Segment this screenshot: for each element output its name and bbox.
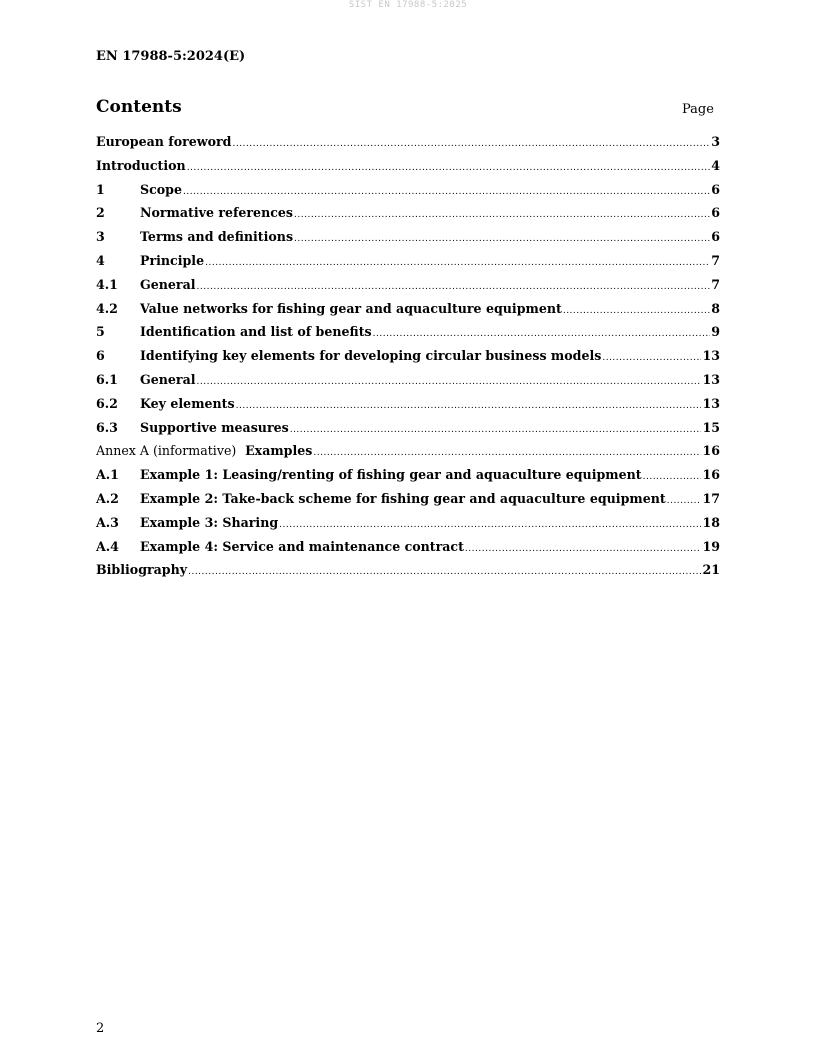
toc-dot-leader	[279, 520, 701, 530]
toc-entry-page: 17	[702, 490, 720, 506]
toc-entry-page: 21	[702, 562, 720, 578]
toc-dot-leader	[294, 210, 710, 220]
toc-entry-title: Value networks for fishing gear and aquaculture equipment	[140, 300, 562, 316]
watermark: SIST EN 17988-5:2025	[348, 0, 468, 10]
toc-entry[interactable]	[96, 396, 720, 420]
toc-entry[interactable]	[96, 467, 720, 491]
toc-entry-title: Example 4: Service and maintenance contract	[140, 538, 464, 554]
toc-entry-page: 6	[711, 229, 720, 245]
toc-entry[interactable]	[96, 277, 720, 301]
toc-entry-page: 9	[711, 324, 720, 340]
toc-dot-leader	[465, 544, 702, 554]
toc-entry[interactable]	[96, 134, 720, 158]
toc-entry-title: Identification and list of benefits	[140, 324, 372, 340]
toc-entry[interactable]	[96, 253, 720, 277]
toc-entry-title: Example 1: Leasing/renting of fishing gear and aquaculture equipment	[140, 467, 642, 483]
toc-entry-number: 3	[96, 229, 105, 245]
toc-entry-number: 1	[96, 181, 105, 197]
toc-entry-page: 6	[711, 181, 720, 197]
toc-dot-leader	[373, 329, 711, 339]
toc-entry-page: 3	[711, 134, 720, 149]
toc-entry-page: 19	[702, 538, 720, 554]
toc-entry[interactable]	[96, 491, 720, 515]
toc-entry-number: A.2	[96, 490, 119, 506]
toc-entry-page: 4	[711, 157, 720, 173]
toc-entry-title: Example 2: Take-back scheme for fishing gear and aquaculture equipment	[140, 490, 666, 506]
toc-entry[interactable]	[96, 324, 720, 348]
toc-entry-page: 18	[702, 514, 720, 530]
page-column-label: Page	[682, 102, 714, 117]
toc-dot-leader	[187, 163, 711, 173]
toc-dot-leader	[197, 377, 702, 387]
toc-entry-title: Normative references	[140, 205, 294, 221]
toc-entry-title: Bibliography	[96, 562, 188, 578]
toc-entry-page: 16	[702, 467, 720, 483]
toc-entry-title: Terms and definitions	[140, 229, 294, 245]
toc-entry-number: 4.2	[96, 300, 118, 316]
toc-entry-page: 15	[702, 419, 720, 435]
toc-entry-page: 13	[702, 371, 720, 387]
toc-dot-leader	[643, 472, 702, 482]
toc-dot-leader	[188, 567, 701, 577]
toc-entry-page: 6	[711, 205, 720, 221]
toc-dot-leader	[232, 139, 710, 149]
toc-entry[interactable]	[96, 158, 720, 182]
toc-entry-title: Identifying key elements for developing circular business models	[140, 348, 602, 364]
contents-heading: Contents	[96, 97, 182, 117]
page-number: 2	[96, 1021, 105, 1036]
toc-entry-number: 6.2	[96, 395, 118, 411]
toc-entry-title: Scope	[140, 181, 182, 197]
toc-dot-leader	[313, 448, 701, 458]
toc-entry-page: 16	[702, 443, 720, 459]
toc-entry-title: European foreword	[96, 134, 232, 149]
toc-entry[interactable]	[96, 348, 720, 372]
toc-entry-number: A.4	[96, 538, 119, 554]
toc-entry[interactable]	[96, 515, 720, 539]
toc-entry-title: Key elements	[140, 395, 235, 411]
toc-entry-title	[96, 443, 312, 458]
toc-entry[interactable]	[96, 420, 720, 444]
toc-entry[interactable]	[96, 301, 720, 325]
toc-entry-title: General	[140, 371, 196, 387]
toc-entry-number: 6.3	[96, 419, 118, 435]
toc-entry[interactable]	[96, 562, 720, 586]
toc-entry-annex-title: Examples	[236, 443, 313, 459]
toc-entry-number: 6	[96, 348, 105, 364]
toc-entry[interactable]	[96, 443, 720, 467]
toc-dot-leader	[236, 401, 702, 411]
toc-entry-title: Example 3: Sharing	[140, 514, 279, 530]
toc-entry-page: 7	[711, 252, 720, 268]
toc-entry-title: Introduction	[96, 157, 186, 173]
toc-dot-leader	[563, 306, 710, 316]
toc-entry-page: 8	[711, 300, 720, 316]
toc-entry-number: 2	[96, 205, 105, 221]
toc-dot-leader	[602, 353, 701, 363]
toc-entry[interactable]	[96, 229, 720, 253]
toc-dot-leader	[667, 496, 702, 506]
toc-entry-number: 5	[96, 324, 105, 340]
toc-entry-page: 13	[702, 395, 720, 411]
toc-entry[interactable]	[96, 182, 720, 206]
toc-entry-page: 13	[702, 348, 720, 364]
toc-entry[interactable]	[96, 372, 720, 396]
toc-entry-title: Supportive measures	[140, 419, 289, 435]
toc-entry-annex-prefix: Annex A (informative)	[96, 443, 237, 459]
toc-dot-leader	[290, 425, 702, 435]
toc-entry-page: 7	[711, 276, 720, 292]
toc-entry-number: 6.1	[96, 371, 118, 387]
toc-entry-number: 4.1	[96, 276, 118, 292]
toc-entry[interactable]	[96, 539, 720, 563]
toc-entry-number: 4	[96, 252, 105, 268]
toc-entry-title: Principle	[140, 252, 205, 268]
toc-dot-leader	[205, 258, 710, 268]
toc-entry[interactable]	[96, 205, 720, 229]
toc-dot-leader	[294, 234, 710, 244]
toc-dot-leader	[183, 187, 710, 197]
toc-entry-number: A.3	[96, 514, 119, 530]
toc-dot-leader	[197, 282, 711, 292]
toc-entry-title: General	[140, 276, 196, 292]
document-id: EN 17988-5:2024(E)	[96, 49, 246, 64]
table-of-contents	[96, 134, 720, 586]
toc-entry-number: A.1	[96, 467, 119, 483]
